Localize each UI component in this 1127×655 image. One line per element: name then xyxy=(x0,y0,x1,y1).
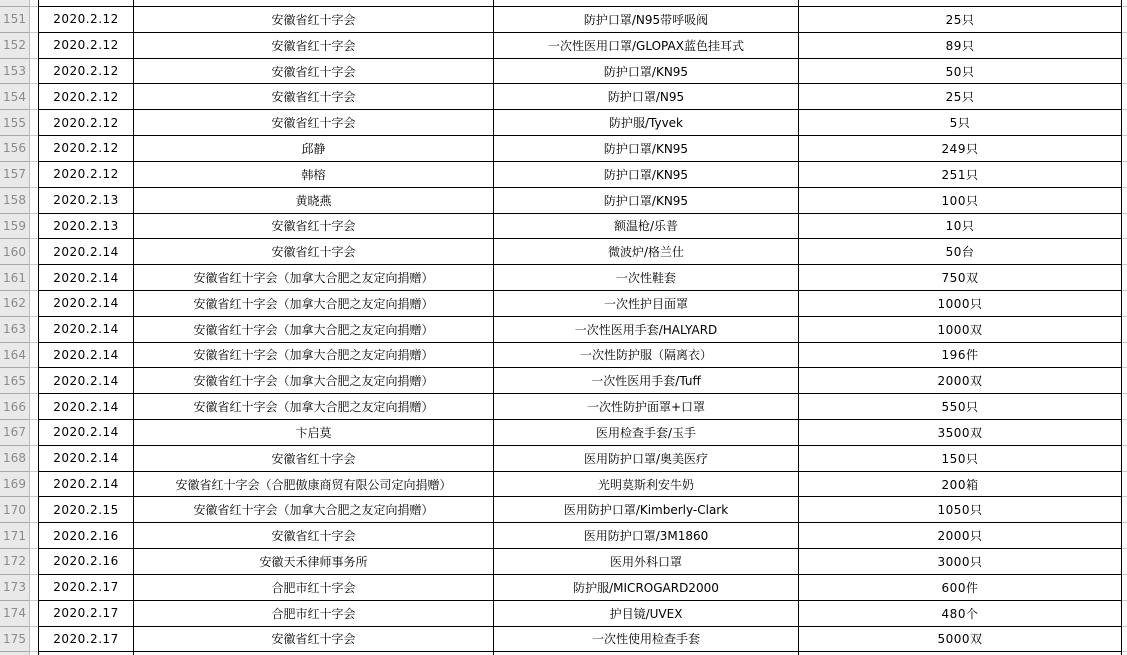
cell-qty[interactable]: 3000只 xyxy=(798,549,1122,574)
table-row xyxy=(38,33,1122,59)
gutter-cell xyxy=(30,291,38,317)
table-row xyxy=(38,162,1122,188)
cell-qty[interactable]: 5000双 xyxy=(798,627,1122,652)
row-header[interactable]: 164 xyxy=(0,343,29,369)
row-header[interactable]: 173 xyxy=(0,575,29,601)
cell-qty[interactable]: 2000双 xyxy=(798,368,1122,393)
sliver-cell xyxy=(1122,549,1127,575)
sliver-cell xyxy=(1122,239,1127,265)
cell-qty[interactable]: 196件 xyxy=(798,343,1122,368)
sliver-cell xyxy=(1122,472,1127,498)
cell-qty[interactable]: 10只 xyxy=(798,214,1122,239)
table-row xyxy=(38,110,1122,136)
cell-item[interactable]: 防护服/Tyvek xyxy=(493,110,798,135)
cell-donor[interactable]: 安徽省红十字会（加拿大合肥之友定向捐赠） xyxy=(133,368,493,393)
cell-item[interactable]: 防护口罩/N95带呼吸阀 xyxy=(493,7,798,32)
cell-donor[interactable]: 安徽省红十字会 xyxy=(133,84,493,109)
cell-date[interactable]: 2020.2.14 xyxy=(38,317,133,342)
cell-item[interactable]: 额温枪/乐普 xyxy=(493,214,798,239)
sliver-cell xyxy=(1122,317,1127,343)
cell-donor[interactable]: 安徽省红十字会 xyxy=(133,239,493,264)
cell-date[interactable]: 2020.2.13 xyxy=(38,214,133,239)
table-row xyxy=(38,627,1122,653)
cell-date[interactable]: 2020.2.16 xyxy=(38,549,133,574)
gutter-cell xyxy=(30,472,38,498)
sliver-cell xyxy=(1122,601,1127,627)
cell-date[interactable] xyxy=(38,0,133,6)
cell-date[interactable]: 2020.2.12 xyxy=(38,59,133,84)
cell-qty[interactable]: 100只 xyxy=(798,188,1122,213)
cell-donor[interactable]: 安徽省红十字会（加拿大合肥之友定向捐赠） xyxy=(133,265,493,290)
cell-donor[interactable] xyxy=(133,0,493,6)
cell-date[interactable]: 2020.2.16 xyxy=(38,523,133,548)
cell-date[interactable]: 2020.2.15 xyxy=(38,497,133,522)
cell-date[interactable]: 2020.2.12 xyxy=(38,33,133,58)
row-header-column xyxy=(0,0,30,655)
table-row xyxy=(38,472,1122,498)
cell-donor[interactable]: 邱静 xyxy=(133,136,493,161)
cell-donor[interactable]: 安徽省红十字会 xyxy=(133,214,493,239)
cell-item[interactable]: 一次性护目面罩 xyxy=(493,291,798,316)
sliver-cell xyxy=(1122,214,1127,240)
cell-donor[interactable]: 安徽省红十字会（加拿大合肥之友定向捐赠） xyxy=(133,497,493,522)
cell-date[interactable]: 2020.2.14 xyxy=(38,446,133,471)
gutter-cell xyxy=(30,549,38,575)
cell-donor[interactable]: 安徽省红十字会（合肥傲康商贸有限公司定向捐赠） xyxy=(133,472,493,497)
cell-donor[interactable]: 合肥市红十字会 xyxy=(133,575,493,600)
sliver-cell xyxy=(1122,59,1127,85)
cell-item[interactable]: 医用防护口罩/3M1860 xyxy=(493,523,798,548)
row-header[interactable]: 161 xyxy=(0,265,29,291)
cell-qty[interactable]: 1000只 xyxy=(798,291,1122,316)
table-row xyxy=(38,446,1122,472)
table-row xyxy=(38,0,1122,7)
cell-item[interactable]: 一次性医用口罩/GLOPAX蓝色挂耳式 xyxy=(493,33,798,58)
cell-item[interactable]: 防护口罩/KN95 xyxy=(493,136,798,161)
cell-date[interactable]: 2020.2.12 xyxy=(38,110,133,135)
cell-item[interactable]: 医用防护口罩/Kimberly-Clark xyxy=(493,497,798,522)
cell-date[interactable]: 2020.2.14 xyxy=(38,472,133,497)
sliver-cell xyxy=(1122,265,1127,291)
cell-qty[interactable]: 750双 xyxy=(798,265,1122,290)
cell-qty[interactable]: 2000只 xyxy=(798,523,1122,548)
gutter-cell xyxy=(30,420,38,446)
right-edge-sliver xyxy=(1122,0,1127,655)
sliver-cell xyxy=(1122,368,1127,394)
cell-donor[interactable]: 合肥市红十字会 xyxy=(133,601,493,626)
gutter-cell xyxy=(30,110,38,136)
cell-donor[interactable]: 安徽省红十字会 xyxy=(133,627,493,652)
cell-date[interactable]: 2020.2.12 xyxy=(38,136,133,161)
cell-qty[interactable]: 3500双 xyxy=(798,420,1122,445)
cell-qty[interactable]: 25只 xyxy=(798,7,1122,32)
cell-date[interactable]: 2020.2.14 xyxy=(38,368,133,393)
cell-qty[interactable]: 89只 xyxy=(798,33,1122,58)
cell-item[interactable]: 防护口罩/KN95 xyxy=(493,162,798,187)
gutter-cell xyxy=(30,162,38,188)
sliver-cell xyxy=(1122,420,1127,446)
cell-item[interactable] xyxy=(493,0,798,6)
sliver-cell xyxy=(1122,188,1127,214)
cell-donor[interactable]: 安徽省红十字会（加拿大合肥之友定向捐赠） xyxy=(133,291,493,316)
cell-donor[interactable]: 韩榕 xyxy=(133,162,493,187)
gutter-cell xyxy=(30,265,38,291)
sliver-cell xyxy=(1122,575,1127,601)
cell-qty[interactable]: 249只 xyxy=(798,136,1122,161)
row-header[interactable]: 158 xyxy=(0,188,29,214)
cell-qty[interactable]: 550只 xyxy=(798,394,1122,419)
sliver-cell xyxy=(1122,446,1127,472)
row-header[interactable]: 171 xyxy=(0,523,29,549)
row-header[interactable]: 170 xyxy=(0,497,29,523)
row-header[interactable]: 156 xyxy=(0,136,29,162)
gutter-cell xyxy=(30,59,38,85)
cell-item[interactable]: 医用检查手套/玉手 xyxy=(493,420,798,445)
cell-item[interactable]: 防护口罩/KN95 xyxy=(493,59,798,84)
cell-donor[interactable]: 黄晓燕 xyxy=(133,188,493,213)
cell-date[interactable]: 2020.2.14 xyxy=(38,265,133,290)
sliver-cell xyxy=(1122,162,1127,188)
cell-item[interactable]: 一次性医用手套/HALYARD xyxy=(493,317,798,342)
cell-donor[interactable]: 安徽省红十字会 xyxy=(133,59,493,84)
cell-item[interactable]: 医用防护口罩/奥美医疗 xyxy=(493,446,798,471)
cell-qty[interactable]: 1000双 xyxy=(798,317,1122,342)
sliver-cell xyxy=(1122,33,1127,59)
cell-date[interactable]: 2020.2.14 xyxy=(38,420,133,445)
sliver-cell xyxy=(1122,84,1127,110)
table-row xyxy=(38,368,1122,394)
gutter-cell xyxy=(30,0,38,7)
cell-date[interactable]: 2020.2.14 xyxy=(38,291,133,316)
row-header[interactable]: 174 xyxy=(0,601,29,627)
gutter-cell xyxy=(30,575,38,601)
sliver-cell xyxy=(1122,523,1127,549)
cell-item[interactable]: 医用外科口罩 xyxy=(493,549,798,574)
table-row xyxy=(38,497,1122,523)
cell-qty[interactable]: 50只 xyxy=(798,59,1122,84)
row-header[interactable]: 175 xyxy=(0,627,29,653)
table-row xyxy=(38,420,1122,446)
row-header[interactable]: 160 xyxy=(0,239,29,265)
cell-donor[interactable]: 安徽省红十字会 xyxy=(133,523,493,548)
table-row xyxy=(38,317,1122,343)
table-row xyxy=(38,549,1122,575)
cell-item[interactable]: 一次性防护服（隔离衣） xyxy=(493,343,798,368)
cell-date[interactable]: 2020.2.12 xyxy=(38,162,133,187)
row-header[interactable]: 163 xyxy=(0,317,29,343)
table-row xyxy=(38,343,1122,369)
gutter-cell xyxy=(30,368,38,394)
cell-qty[interactable] xyxy=(798,0,1122,6)
sliver-cell xyxy=(1122,394,1127,420)
cell-item[interactable]: 一次性鞋套 xyxy=(493,265,798,290)
gutter-cell xyxy=(30,214,38,240)
table-row xyxy=(38,291,1122,317)
sliver-cell xyxy=(1122,627,1127,653)
table-row xyxy=(38,188,1122,214)
gutter-cell xyxy=(30,317,38,343)
gutter-cell xyxy=(30,239,38,265)
cell-date[interactable]: 2020.2.17 xyxy=(38,627,133,652)
cell-qty[interactable]: 1050只 xyxy=(798,497,1122,522)
row-header[interactable]: 166 xyxy=(0,394,29,420)
cell-item[interactable]: 微波炉/格兰仕 xyxy=(493,239,798,264)
table-row xyxy=(38,136,1122,162)
gutter-cell xyxy=(30,343,38,369)
cell-donor[interactable]: 安徽省红十字会 xyxy=(133,33,493,58)
cell-donor[interactable]: 卞启莫 xyxy=(133,420,493,445)
gutter-cell xyxy=(30,7,38,33)
row-header[interactable]: 165 xyxy=(0,368,29,394)
cell-date[interactable]: 2020.2.12 xyxy=(38,7,133,32)
cell-qty[interactable]: 200箱 xyxy=(798,472,1122,497)
row-header[interactable]: 157 xyxy=(0,162,29,188)
gutter-cell xyxy=(30,33,38,59)
row-header[interactable]: 153 xyxy=(0,59,29,85)
cell-qty[interactable]: 150只 xyxy=(798,446,1122,471)
cell-item[interactable]: 防护口罩/N95 xyxy=(493,84,798,109)
row-header[interactable]: 172 xyxy=(0,549,29,575)
row-header[interactable]: 168 xyxy=(0,446,29,472)
cell-item[interactable]: 防护服/MICROGARD2000 xyxy=(493,575,798,600)
cell-qty[interactable]: 25只 xyxy=(798,84,1122,109)
cell-qty[interactable]: 50台 xyxy=(798,239,1122,264)
gutter-cell xyxy=(30,601,38,627)
sliver-cell xyxy=(1122,0,1127,7)
sliver-cell xyxy=(1122,110,1127,136)
gutter-cell xyxy=(30,446,38,472)
cell-donor[interactable]: 安徽省红十字会 xyxy=(133,7,493,32)
sliver-cell xyxy=(1122,343,1127,369)
cell-donor[interactable]: 安徽省红十字会（加拿大合肥之友定向捐赠） xyxy=(133,343,493,368)
cell-date[interactable]: 2020.2.14 xyxy=(38,239,133,264)
table-row xyxy=(38,601,1122,627)
table-grid xyxy=(38,0,1122,655)
table-row xyxy=(38,214,1122,240)
cell-qty[interactable]: 600件 xyxy=(798,575,1122,600)
cell-item[interactable]: 光明莫斯利安牛奶 xyxy=(493,472,798,497)
row-header[interactable]: 167 xyxy=(0,420,29,446)
row-header[interactable]: 155 xyxy=(0,110,29,136)
cell-item[interactable]: 一次性使用检查手套 xyxy=(493,627,798,652)
cell-item[interactable]: 防护口罩/KN95 xyxy=(493,188,798,213)
table-row xyxy=(38,523,1122,549)
cell-item[interactable]: 护目镜/UVEX xyxy=(493,601,798,626)
cell-donor[interactable]: 安徽省红十字会 xyxy=(133,446,493,471)
row-header[interactable]: 151 xyxy=(0,7,29,33)
cell-qty[interactable]: 480个 xyxy=(798,601,1122,626)
table-row xyxy=(38,265,1122,291)
cell-date[interactable]: 2020.2.13 xyxy=(38,188,133,213)
cell-date[interactable]: 2020.2.17 xyxy=(38,601,133,626)
cell-item[interactable]: 一次性防护面罩+口罩 xyxy=(493,394,798,419)
sliver-cell xyxy=(1122,136,1127,162)
table-row xyxy=(38,575,1122,601)
cell-qty[interactable]: 5只 xyxy=(798,110,1122,135)
gutter-column xyxy=(30,0,38,655)
cell-date[interactable]: 2020.2.14 xyxy=(38,343,133,368)
cell-donor[interactable]: 安徽省红十字会（加拿大合肥之友定向捐赠） xyxy=(133,394,493,419)
row-header[interactable]: 169 xyxy=(0,472,29,498)
gutter-cell xyxy=(30,627,38,653)
cell-donor[interactable]: 安徽天禾律师事务所 xyxy=(133,549,493,574)
cell-date[interactable]: 2020.2.17 xyxy=(38,575,133,600)
table-row xyxy=(38,7,1122,33)
gutter-cell xyxy=(30,136,38,162)
cell-qty[interactable]: 251只 xyxy=(798,162,1122,187)
table-row xyxy=(38,59,1122,85)
gutter-cell xyxy=(30,523,38,549)
gutter-cell xyxy=(30,188,38,214)
row-header[interactable]: 162 xyxy=(0,291,29,317)
table-row xyxy=(38,239,1122,265)
row-header[interactable] xyxy=(0,0,29,7)
gutter-cell xyxy=(30,394,38,420)
cell-donor[interactable]: 安徽省红十字会 xyxy=(133,110,493,135)
gutter-cell xyxy=(30,497,38,523)
row-header[interactable]: 154 xyxy=(0,84,29,110)
sliver-cell xyxy=(1122,291,1127,317)
cell-date[interactable]: 2020.2.14 xyxy=(38,394,133,419)
gutter-cell xyxy=(30,84,38,110)
row-header[interactable]: 152 xyxy=(0,33,29,59)
table-row xyxy=(38,394,1122,420)
row-header[interactable]: 159 xyxy=(0,214,29,240)
table-row xyxy=(38,84,1122,110)
sliver-cell xyxy=(1122,497,1127,523)
sliver-cell xyxy=(1122,7,1127,33)
cell-item[interactable]: 一次性医用手套/Tuff xyxy=(493,368,798,393)
cell-date[interactable]: 2020.2.12 xyxy=(38,84,133,109)
cell-donor[interactable]: 安徽省红十字会（加拿大合肥之友定向捐赠） xyxy=(133,317,493,342)
